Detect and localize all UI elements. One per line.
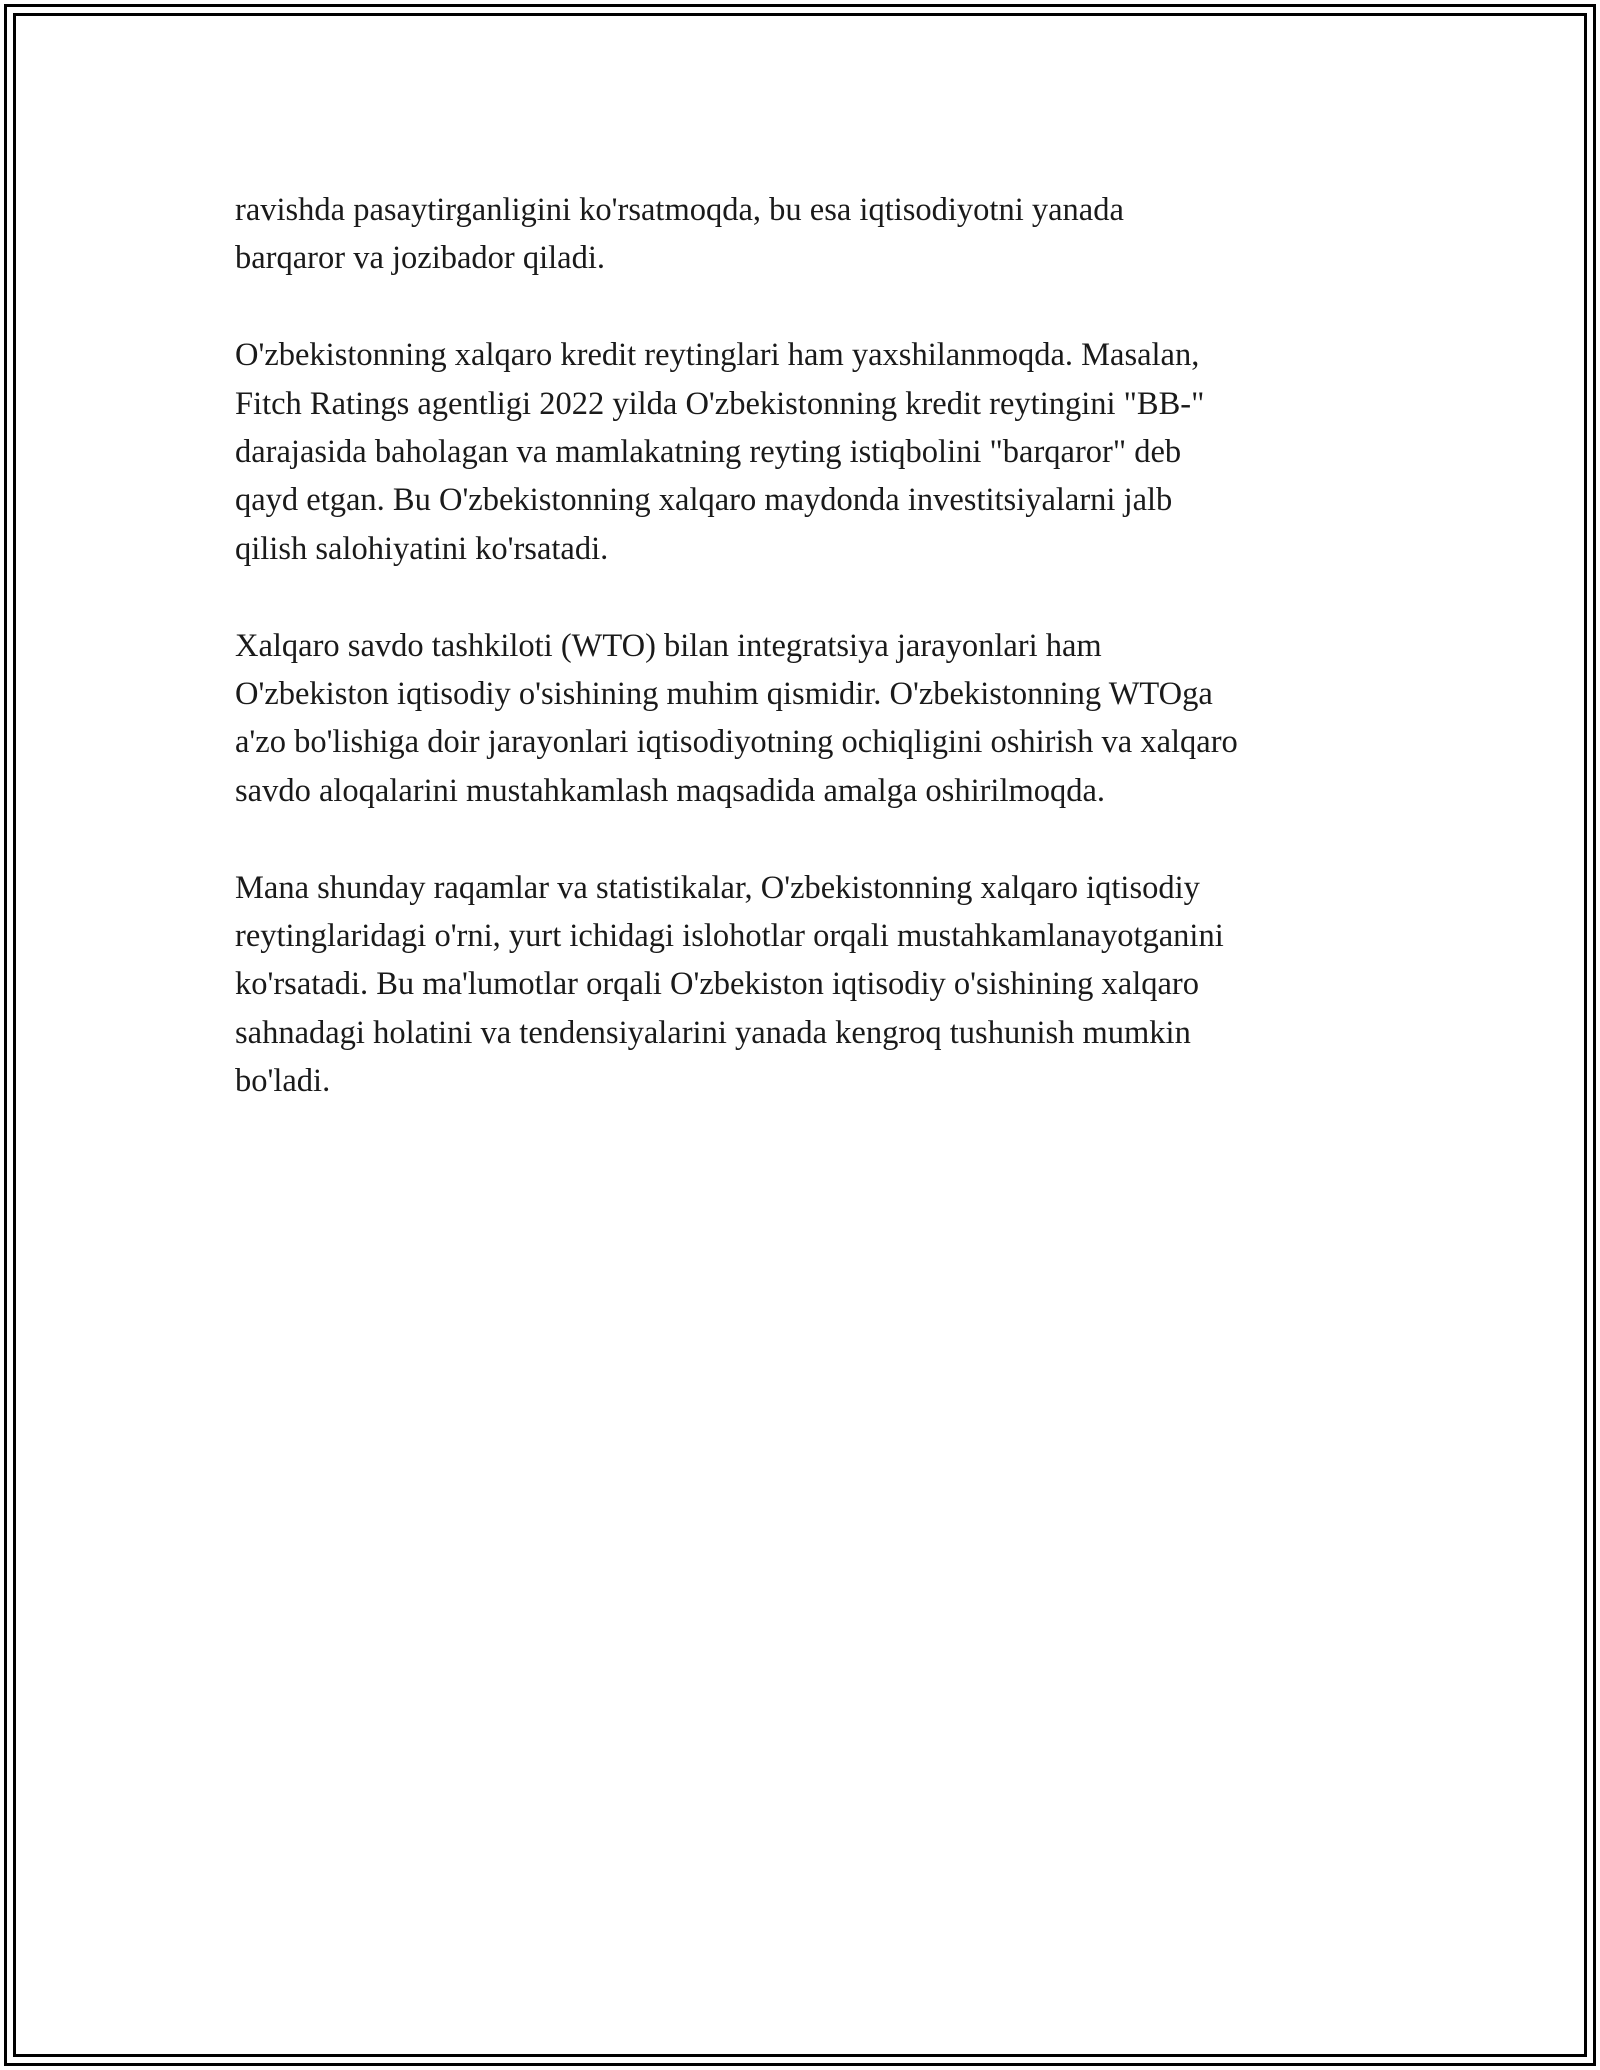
- paragraph-1: ravishda pasaytirganligini ko'rsatmoqda, bu esa iqtisodiyotni yanada barqaror va jozibador qiladi.: [235, 192, 1124, 277]
- paragraph-2: O'zbekistonning xalqaro kredit reytinglari ham yaxshilanmoqda. Masalan, Fitch Ratings agentligi 2022 yilda O'zbekistonning kredit reytingini "BB-" darajasida baholagan va mamlakatning reyting istiqbolini "barqaror" deb qayd etgan. Bu O'zbekistonning xalqaro maydonda investitsiyalarni jalb qilish salohiyatini ko'rsatadi.: [235, 337, 1205, 567]
- paragraph-4: Mana shunday raqamlar va statistikalar, O'zbekistonning xalqaro iqtisodiy reytinglaridagi o'rni, yurt ichidagi islohotlar orqali mustahkamlanayotganini ko'rsatadi. Bu ma'lumotlar orqali O'zbekiston iqtisodiy o'sishining xalqaro sahnadagi holatini va tendensiyalarini yanada kengroq tushunish mumkin bo'ladi.: [235, 869, 1224, 1100]
- paragraph-3: Xalqaro savdo tashkiloti (WTO) bilan integratsiya jarayonlari ham O'zbekiston iqtisodiy o'sishining muhim qismidir. O'zbekistonning WTOga a'zo bo'lishiga doir jarayonlari iqtisodiyotning ochiqligini oshirish va xalqaro savdo aloqalarini mustahkamlash maqsadida amalga oshirilmoqda.: [235, 627, 1238, 809]
- document-body: [235, 186, 1390, 1154]
